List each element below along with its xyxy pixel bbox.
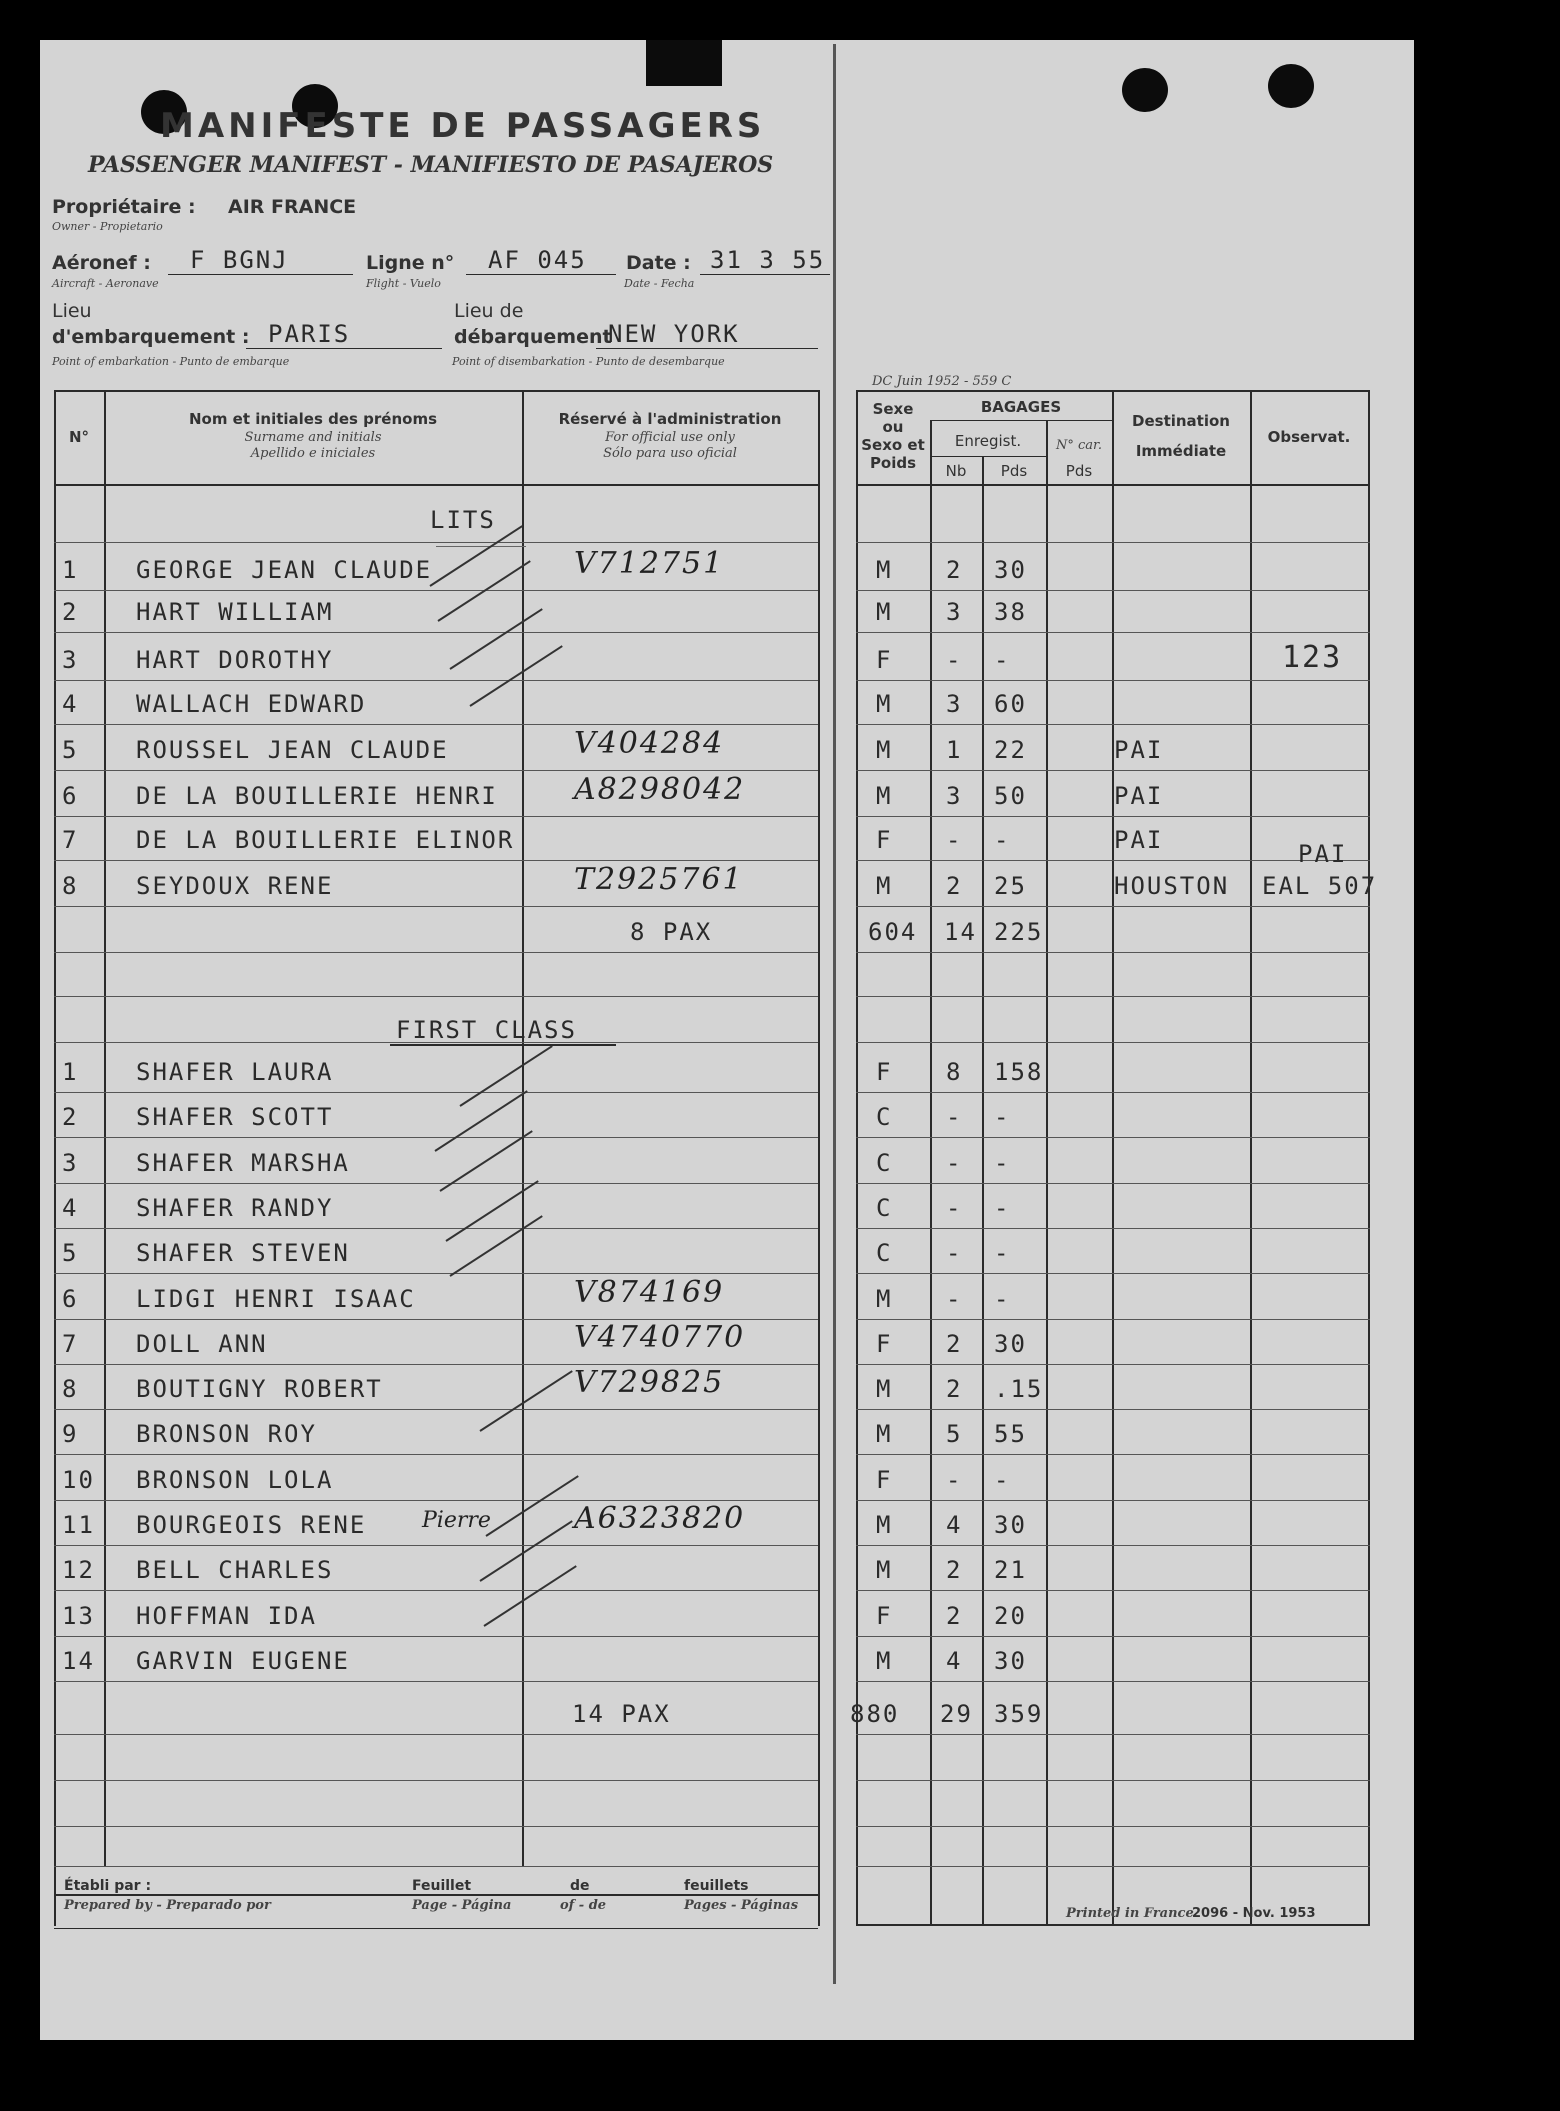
row-rule: [856, 632, 1370, 633]
row-rule: [54, 1866, 818, 1867]
disembark-label-2: débarquement: [454, 326, 612, 348]
baggage-weight: 55: [994, 1420, 1027, 1448]
baggage-weight: -: [994, 1239, 1011, 1267]
row-rule: [54, 1092, 818, 1093]
passenger-name: SHAFER RANDY: [136, 1194, 334, 1222]
row-rule: [54, 1826, 818, 1827]
passport-number: T2925761: [574, 862, 744, 897]
owner-sub: Owner - Propietario: [52, 220, 163, 233]
row-rule: [856, 1636, 1370, 1637]
passenger-sex: F: [876, 1330, 893, 1358]
row-rule: [856, 1409, 1370, 1410]
passenger-sex: M: [876, 736, 893, 764]
row-rule: [856, 996, 1370, 997]
sheets-sub: Pages - Páginas: [684, 1898, 799, 1913]
aircraft-label: Aéronef :: [52, 252, 151, 274]
baggage-weight: -: [994, 1149, 1011, 1177]
passenger-number: 4: [62, 690, 79, 718]
passenger-name: LIDGI HENRI ISAAC: [136, 1285, 416, 1313]
row-rule: [54, 770, 818, 771]
baggage-weight: 38: [994, 598, 1027, 626]
flight-value: AF 045: [488, 246, 587, 274]
passenger-number: 3: [62, 646, 79, 674]
header-rule-left: [54, 484, 818, 486]
col-name-sub2: Apellido e iniciales: [250, 446, 376, 461]
date-rule: [700, 274, 830, 275]
passenger-name: SEYDOUX RENE: [136, 872, 334, 900]
baggage-count: -: [946, 1103, 963, 1131]
passenger-sex: F: [876, 1058, 893, 1086]
row-rule: [54, 1183, 818, 1184]
baggage-count: 1: [946, 736, 963, 764]
total2-nb: 29: [940, 1700, 973, 1728]
baggage-weight: 158: [994, 1058, 1044, 1086]
of-label: de: [570, 1878, 590, 1894]
section-lits-underline: [436, 546, 526, 547]
passenger-name: SHAFER MARSHA: [136, 1149, 350, 1177]
fold-line: [833, 44, 836, 1984]
col-line: [1046, 420, 1048, 1926]
baggage-count: 3: [946, 782, 963, 810]
passenger-name: HART DOROTHY: [136, 646, 334, 674]
col-line: [522, 390, 524, 1866]
aircraft-value: F BGNJ: [190, 246, 289, 274]
row-rule: [856, 1545, 1370, 1546]
embark-sub: Point of embarkation - Punto de embarque: [52, 355, 290, 368]
baggage-weight: 30: [994, 1511, 1027, 1539]
passenger-number: 10: [62, 1466, 95, 1494]
baggage-count: 8: [946, 1058, 963, 1086]
passenger-sex: M: [876, 1647, 893, 1675]
col-line: [1112, 390, 1114, 1926]
row-rule: [54, 680, 818, 681]
section-first-class-heading: FIRST CLASS: [396, 1016, 577, 1044]
passenger-name: WALLACH EDWARD: [136, 690, 367, 718]
destination: PAI: [1114, 826, 1164, 854]
baggage-count: 2: [946, 1556, 963, 1584]
row-rule: [54, 1273, 818, 1274]
passenger-name: BOURGEOIS RENE: [136, 1511, 367, 1539]
passenger-number: 4: [62, 1194, 79, 1222]
flight-sub: Flight - Vuelo: [366, 277, 441, 290]
passenger-name: HART WILLIAM: [136, 598, 334, 626]
baggage-count: 2: [946, 872, 963, 900]
col-remarks-header: Observat.: [1267, 428, 1351, 446]
baggage-count: 2: [946, 1602, 963, 1630]
remarks: 123: [1282, 640, 1343, 675]
row-rule: [54, 632, 818, 633]
passport-number: V729825: [574, 1365, 725, 1400]
baggage-rule: [930, 420, 1112, 421]
total2-label: 14 PAX: [572, 1700, 671, 1728]
passport-number: A8298042: [574, 772, 746, 807]
print-code: 2096 - Nov. 1953: [1192, 1906, 1316, 1921]
passenger-sex: F: [876, 826, 893, 854]
form-code: DC Juin 1952 - 559 C: [872, 374, 1012, 389]
col-sex-3: Sexo et: [861, 436, 925, 454]
passenger-name: BELL CHARLES: [136, 1556, 334, 1584]
baggage-count: -: [946, 1149, 963, 1177]
passenger-number: 1: [62, 1058, 79, 1086]
row-rule: [54, 590, 818, 591]
flight-label: Ligne n°: [366, 252, 455, 274]
passenger-sex: M: [876, 1511, 893, 1539]
disembark-label-1: Lieu de: [454, 300, 524, 322]
col-no-header: N°: [68, 428, 90, 446]
row-rule: [54, 1780, 818, 1781]
row-rule: [856, 1500, 1370, 1501]
passenger-sex: M: [876, 872, 893, 900]
col-unreg-header: N° car.: [1056, 438, 1102, 453]
col-registered-header: Enregist.: [954, 432, 1022, 450]
col-sex-2: ou: [882, 418, 904, 436]
baggage-weight: 21: [994, 1556, 1027, 1584]
row-rule: [54, 816, 818, 817]
row-rule: [54, 1590, 818, 1591]
row-rule: [856, 542, 1370, 543]
destination: PAI: [1114, 736, 1164, 764]
baggage-count: -: [946, 1194, 963, 1222]
remarks: EAL 507: [1262, 872, 1378, 900]
footer-rule: [54, 1928, 818, 1929]
row-rule: [856, 1590, 1370, 1591]
row-rule: [856, 1681, 1370, 1682]
col-pds-header: Pds: [1000, 462, 1028, 480]
passenger-sex: M: [876, 690, 893, 718]
baggage-count: 5: [946, 1420, 963, 1448]
row-rule: [54, 1636, 818, 1637]
baggage-weight: 50: [994, 782, 1027, 810]
col-sex-1: Sexe: [872, 400, 914, 418]
sheets-label: feuillets: [684, 1878, 749, 1894]
row-rule: [54, 860, 818, 861]
passenger-number: 7: [62, 826, 79, 854]
passenger-number: 2: [62, 598, 79, 626]
baggage-weight: 20: [994, 1602, 1027, 1630]
row-rule: [54, 996, 818, 997]
passenger-number: 2: [62, 1103, 79, 1131]
passport-number: V4740770: [574, 1320, 746, 1355]
baggage-weight: -: [994, 1466, 1011, 1494]
passenger-number: 5: [62, 1239, 79, 1267]
total1-nb: 14: [944, 918, 977, 946]
date-label: Date :: [626, 252, 691, 274]
baggage-count: 3: [946, 598, 963, 626]
destination: PAI: [1114, 782, 1164, 810]
embark-value: PARIS: [268, 320, 351, 348]
disembark-sub: Point of disembarkation - Punto de desembarque: [452, 355, 725, 368]
col-line: [54, 390, 56, 1926]
passenger-sex: C: [876, 1194, 893, 1222]
row-rule: [54, 1409, 818, 1410]
col-destination-1: Destination: [1132, 412, 1230, 430]
row-rule: [54, 542, 818, 543]
passenger-sex: M: [876, 782, 893, 810]
col-unreg-pds-header: Pds: [1065, 462, 1093, 480]
punch-hole: [1268, 64, 1314, 108]
passenger-sex: F: [876, 1466, 893, 1494]
passenger-sex: M: [876, 556, 893, 584]
row-rule: [856, 1319, 1370, 1320]
passenger-sex: M: [876, 1556, 893, 1584]
baggage-count: 4: [946, 1511, 963, 1539]
row-rule: [856, 1780, 1370, 1781]
sheet-label: Feuillet: [412, 1878, 472, 1894]
row-rule: [54, 1228, 818, 1229]
col-baggage-header: BAGAGES: [980, 398, 1062, 416]
aircraft-rule: [168, 274, 353, 275]
passenger-number: 7: [62, 1330, 79, 1358]
col-nb-header: Nb: [945, 462, 967, 480]
flight-rule: [466, 274, 616, 275]
section-first-class-underline: [390, 1044, 616, 1046]
prepared-sub: Prepared by - Preparado por: [64, 1898, 271, 1913]
row-rule: [54, 724, 818, 725]
passenger-number: 8: [62, 1375, 79, 1403]
passenger-name: BRONSON ROY: [136, 1420, 317, 1448]
passenger-name: ROUSSEL JEAN CLAUDE: [136, 736, 449, 764]
passport-number: A6323820: [574, 1501, 746, 1536]
col-line: [1250, 390, 1252, 1926]
row-rule: [856, 1454, 1370, 1455]
passenger-sex: F: [876, 1602, 893, 1630]
baggage-count: 2: [946, 556, 963, 584]
passenger-number: 9: [62, 1420, 79, 1448]
passport-number: V404284: [574, 726, 725, 761]
embark-label-1: Lieu: [52, 300, 92, 322]
section-lits-heading: LITS: [430, 506, 496, 534]
col-line: [982, 456, 984, 1926]
passenger-number: 3: [62, 1149, 79, 1177]
passenger-number: 5: [62, 736, 79, 764]
passenger-name: GEORGE JEAN CLAUDE: [136, 556, 433, 584]
baggage-weight: 30: [994, 1647, 1027, 1675]
baggage-count: -: [946, 646, 963, 674]
row-rule: [856, 590, 1370, 591]
passenger-number: 6: [62, 782, 79, 810]
row-rule: [856, 906, 1370, 907]
table-bottom-left: [54, 1894, 818, 1896]
of-sub: of - de: [560, 1898, 607, 1913]
total1-pds: 225: [994, 918, 1044, 946]
passenger-name: BRONSON LOLA: [136, 1466, 334, 1494]
baggage-weight: 22: [994, 736, 1027, 764]
row-rule: [856, 1734, 1370, 1735]
manifest-subtitle: PASSENGER MANIFEST - MANIFIESTO DE PASAJEROS: [88, 152, 774, 178]
col-name-header: Nom et initiales des prénoms: [188, 410, 438, 428]
passenger-name: BOUTIGNY ROBERT: [136, 1375, 383, 1403]
owner-label: Propriétaire :: [52, 196, 196, 218]
baggage-count: 3: [946, 690, 963, 718]
total1-label: 8 PAX: [630, 918, 713, 946]
baggage-weight: .15: [994, 1375, 1044, 1403]
baggage-weight: -: [994, 1103, 1011, 1131]
passenger-number: 6: [62, 1285, 79, 1313]
passenger-sex: M: [876, 1285, 893, 1313]
baggage-weight: 30: [994, 1330, 1027, 1358]
sheet-sub: Page - Página: [412, 1898, 512, 1913]
row-rule: [856, 680, 1370, 681]
disembark-value: NEW YORK: [608, 320, 740, 348]
baggage-weight: -: [994, 1194, 1011, 1222]
passenger-name: SHAFER SCOTT: [136, 1103, 334, 1131]
passenger-number: 13: [62, 1602, 95, 1630]
printed-label: Printed in France: [1066, 1906, 1194, 1921]
passenger-number: 11: [62, 1511, 95, 1539]
baggage-count: -: [946, 1285, 963, 1313]
row-rule: [856, 1364, 1370, 1365]
row-rule: [54, 952, 818, 953]
col-line: [856, 390, 858, 1926]
paper-clip: [646, 40, 722, 86]
col-line: [930, 420, 932, 1926]
col-admin-header: Réservé à l'administration: [558, 410, 782, 428]
baggage-weight: -: [994, 1285, 1011, 1313]
row-rule: [856, 724, 1370, 725]
baggage-count: 2: [946, 1375, 963, 1403]
prepared-label: Établi par :: [64, 1878, 152, 1894]
passenger-name: DE LA BOUILLERIE ELINOR: [136, 826, 515, 854]
row-rule: [54, 1137, 818, 1138]
date-sub: Date - Fecha: [624, 277, 695, 290]
baggage-weight: 30: [994, 556, 1027, 584]
passenger-sex: C: [876, 1149, 893, 1177]
baggage-weight: 60: [994, 690, 1027, 718]
row-rule: [54, 1454, 818, 1455]
passenger-number: 14: [62, 1647, 95, 1675]
handwritten-pierre: Pierre: [422, 1508, 491, 1533]
passenger-number: 8: [62, 872, 79, 900]
baggage-count: -: [946, 1466, 963, 1494]
baggage-weight: -: [994, 646, 1011, 674]
row-rule: [856, 1273, 1370, 1274]
remarks-extra: PAI: [1298, 840, 1348, 868]
punch-hole: [1122, 68, 1168, 112]
destination: HOUSTON: [1114, 872, 1230, 900]
row-rule: [54, 1681, 818, 1682]
col-admin-sub2: Sólo para uso oficial: [603, 446, 737, 461]
passenger-name: SHAFER LAURA: [136, 1058, 334, 1086]
row-rule: [856, 1183, 1370, 1184]
row-rule: [856, 1826, 1370, 1827]
baggage-weight: 25: [994, 872, 1027, 900]
baggage-count: -: [946, 826, 963, 854]
passport-number: V712751: [574, 546, 725, 581]
row-rule: [856, 770, 1370, 771]
row-rule: [856, 1137, 1370, 1138]
total2-pds: 359: [994, 1700, 1044, 1728]
row-rule: [856, 952, 1370, 953]
passenger-sex: M: [876, 1375, 893, 1403]
date-value: 31 3 55: [710, 246, 826, 274]
passenger-sex: C: [876, 1103, 893, 1131]
row-rule: [856, 1092, 1370, 1093]
total1-weight: 604: [868, 918, 918, 946]
passenger-name: HOFFMAN IDA: [136, 1602, 317, 1630]
aircraft-sub: Aircraft - Aeronave: [52, 277, 159, 290]
row-rule: [856, 816, 1370, 817]
row-rule: [54, 1545, 818, 1546]
embark-rule: [246, 348, 442, 349]
col-sex-4: Poids: [869, 454, 917, 472]
row-rule: [54, 1734, 818, 1735]
table-top-left: [54, 390, 818, 392]
disembark-rule: [596, 348, 818, 349]
manifest-title: MANIFESTE DE PASSAGERS: [160, 106, 766, 146]
passenger-sex: C: [876, 1239, 893, 1267]
owner-value: AIR FRANCE: [228, 196, 357, 218]
col-destination-2: Immédiate: [1135, 442, 1227, 460]
passenger-name: DE LA BOUILLERIE HENRI: [136, 782, 498, 810]
passenger-number: 1: [62, 556, 79, 584]
row-rule: [856, 1866, 1370, 1867]
col-name-sub1: Surname and initials: [244, 430, 382, 445]
row-rule: [856, 1042, 1370, 1043]
baggage-count: 2: [946, 1330, 963, 1358]
passenger-sex: M: [876, 598, 893, 626]
embark-label-2: d'embarquement :: [52, 326, 250, 348]
passenger-sex: M: [876, 1420, 893, 1448]
col-line: [818, 390, 820, 1926]
baggage-count: -: [946, 1239, 963, 1267]
passenger-number: 12: [62, 1556, 95, 1584]
row-rule: [856, 1228, 1370, 1229]
col-line: [104, 390, 106, 1866]
passenger-name: SHAFER STEVEN: [136, 1239, 350, 1267]
passport-number: V874169: [574, 1275, 725, 1310]
passenger-name: GARVIN EUGENE: [136, 1647, 350, 1675]
col-admin-sub1: For official use only: [605, 430, 735, 445]
baggage-weight: -: [994, 826, 1011, 854]
passenger-name: DOLL ANN: [136, 1330, 268, 1358]
row-rule: [54, 906, 818, 907]
baggage-count: 4: [946, 1647, 963, 1675]
passenger-sex: F: [876, 646, 893, 674]
col-line: [1368, 390, 1370, 1926]
registered-rule: [930, 456, 1046, 457]
row-rule: [856, 860, 1370, 861]
total2-weight: 880: [850, 1700, 900, 1728]
